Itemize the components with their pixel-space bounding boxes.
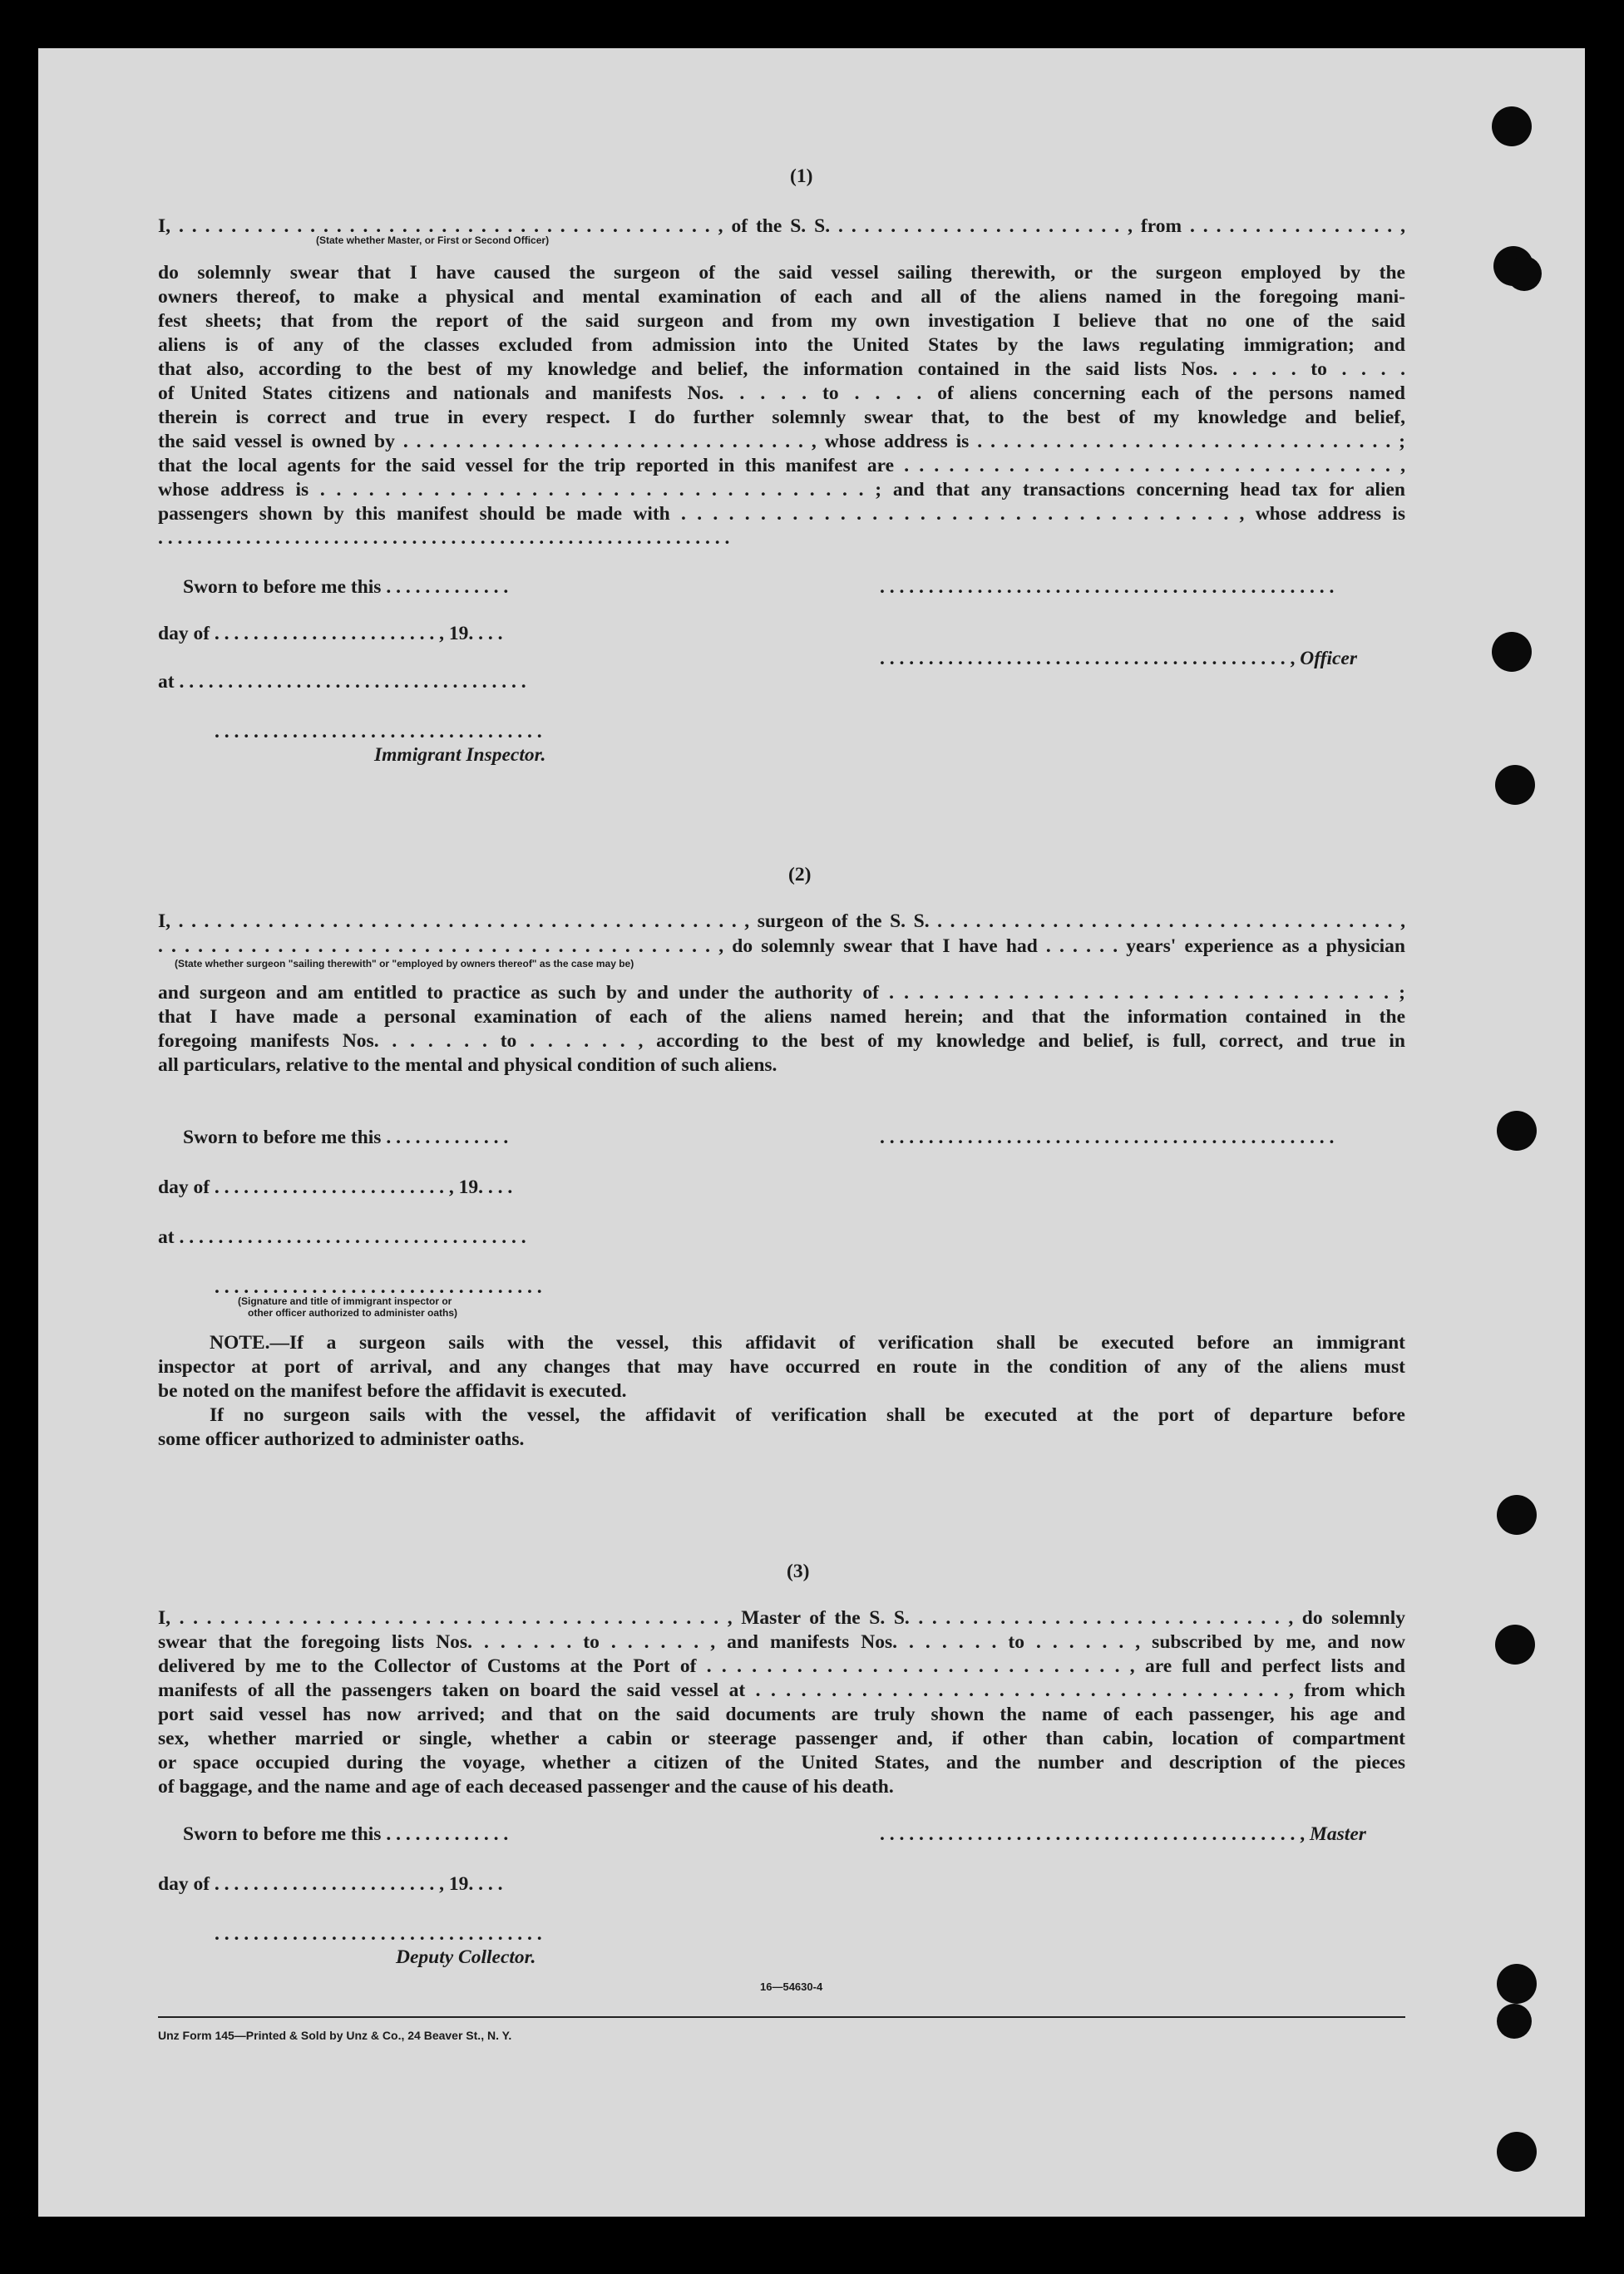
section-3-line: of baggage, and the name and age of each deceased passenger and the cause of his death. [158,1776,894,1798]
section-2-state-note: (State whether surgeon "sailing therewith" or "employed by owners thereof" as the case may be) [175,958,634,969]
section-1-line: that also, according to the best of my knowledge and belief, the information contained in the said lists Nos. . . . . to . . . . [158,358,1405,380]
section-3-collector-sig-line: . . . . . . . . . . . . . . . . . . . . . . . . . . . . . . . . . . [215,1923,542,1945]
section-3-master-dots: . . . . . . . . . . . . . . . . . . . . . . . . . . . . . . . . . . . . . . . . . . . , [880,1823,1306,1845]
section-3-line: or space occupied during the voyage, whether a citizen of the United States, and the number and description of the pieces [158,1752,1405,1773]
section-2-right-sig-line: . . . . . . . . . . . . . . . . . . . . . . . . . . . . . . . . . . . . . . . . . . . . . . . [880,1127,1335,1148]
footer-imprint: Unz Form 145—Printed & Sold by Unz & Co., 24 Beaver St., N. Y. [158,2029,512,2042]
section-3-number: (3) [787,1561,810,1582]
form-code: 16—54630-4 [760,1981,823,1993]
section-2-note-line: If no surgeon sails with the vessel, the affidavit of verification shall be executed at the port of departure before [210,1404,1405,1426]
section-1-officer-dots: . . . . . . . . . . . . . . . . . . . . . . . . . . . . . . . . . . . . . . . . . . , [880,648,1296,669]
section-1-inspector-label: Immigrant Inspector. [374,744,546,766]
footer-rule [158,2016,1405,2018]
section-3-line: delivered by me to the Collector of Customs at the Port of . . . . . . . . . . . . . . . . . . . . . . . . . . . . , are full and perfect lists and [158,1655,1405,1677]
section-2-note-line: some officer authorized to administer oaths. [158,1428,525,1450]
punch-hole-5 [1497,1111,1537,1151]
section-1-inspector-sig-line: . . . . . . . . . . . . . . . . . . . . . . . . . . . . . . . . . . [215,721,542,742]
section-1-line: do solemnly swear that I have caused the surgeon of the said vessel sailing therewith, or the surgeon employed by the [158,262,1405,284]
section-3-line: swear that the foregoing lists Nos. . . . . . . to . . . . . . , and manifests Nos. . . . . . . to . . . . . . , subscribed by me, and now [158,1631,1405,1653]
section-3-line: port said vessel has now arrived; and that on the said documents are truly shown the name of each passenger, his age and [158,1704,1405,1725]
section-1-line: of United States citizens and nationals and manifests Nos. . . . . to . . . . of aliens concerning each of the persons named [158,382,1405,404]
section-1-number: (1) [790,165,813,187]
punch-hole-2b [1507,256,1542,291]
section-2-line: all particulars, relative to the mental and physical condition of such aliens. [158,1054,777,1076]
punch-hole-7 [1495,1625,1535,1665]
section-3-day: day of . . . . . . . . . . . . . . . . . . . . . . . , 19. . . . [158,1873,503,1895]
section-2-line: . . . . . . . . . . . . . . . . . . . . . . . . . . . . . . . . . . . . . . . . . . , do solemnly swear that I have had . . . . . . years' experience as a physician [158,935,1405,957]
section-3-line: I, . . . . . . . . . . . . . . . . . . . . . . . . . . . . . . . . . . . . . . . . , Master of the S. S. . . . . . . . . . . . . . . . . . . . . . . . . . . . , do solemnly [158,1607,1405,1629]
section-3-sworn: Sworn to before me this . . . . . . . . . . . . . [183,1823,509,1845]
section-1-sworn: Sworn to before me this . . . . . . . . . . . . . [183,576,509,598]
section-2-sig-note-2: other officer authorized to administer oaths) [248,1307,458,1319]
section-2-note-line: inspector at port of arrival, and any changes that may have occurred en route in the condition of any of the aliens must [158,1356,1405,1378]
section-2-at: at . . . . . . . . . . . . . . . . . . . . . . . . . . . . . . . . . . . . [158,1226,526,1248]
section-2-number: (2) [788,864,812,885]
section-3-line: manifests of all the passengers taken on board the said vessel at . . . . . . . . . . . . . . . . . . . . . . . . . . . . . . . . . . . , from which [158,1680,1405,1701]
section-1-state-note: (State whether Master, or First or Second Officer) [316,234,550,246]
section-1-line: therein is correct and true in every respect. I do further solemnly swear that, to the best of my knowledge and belief, [158,407,1405,428]
section-2-note-line: NOTE.—If a surgeon sails with the vessel, this affidavit of verification shall be executed before an immigrant [210,1332,1405,1354]
section-2-line: foregoing manifests Nos. . . . . . . to . . . . . . , according to the best of my knowledge and belief, is full, correct, and true in [158,1030,1405,1052]
section-1-line: I, . . . . . . . . . . . . . . . . . . . . . . . . . . . . . . . . . . . . . . . . . , of the S. S. . . . . . . . . . . . . . . . . . . . . . . , from . . . . . . . . . . . . . . . . , [158,215,1405,237]
section-2-inspector-sig-line: . . . . . . . . . . . . . . . . . . . . . . . . . . . . . . . . . . [215,1276,542,1298]
section-1-line: aliens is of any of the classes excluded from admission into the United States by the laws regulating immigration; and [158,334,1405,356]
section-1-line: that the local agents for the said vessel for the trip reported in this manifest are . . . . . . . . . . . . . . . . . . . . . . . . . . . . . . . . . , [158,455,1405,476]
section-2-note-line: be noted on the manifest before the affidavit is executed. [158,1380,627,1402]
punch-hole-9 [1497,2004,1532,2039]
section-2-sworn: Sworn to before me this . . . . . . . . . . . . . [183,1127,509,1148]
section-3-master-label: Master [1310,1823,1366,1845]
section-2-line: and surgeon and am entitled to practice as such by and under the authority of . . . . . . . . . . . . . . . . . . . . . . . . . . . . . . . . . . ; [158,982,1405,1004]
section-1-officer-line [880,647,1357,670]
punch-hole-1 [1492,106,1532,146]
section-1-line: . . . . . . . . . . . . . . . . . . . . . . . . . . . . . . . . . . . . . . . . . . . . . . . . . . . . . . . . . . . [158,527,730,549]
section-2-sig-note-1: (Signature and title of immigrant inspector or [238,1295,452,1307]
punch-hole-8 [1497,1964,1537,2004]
section-1-line: owners thereof, to make a physical and mental examination of each and all of the aliens named in the foregoing mani- [158,286,1405,308]
punch-hole-4 [1495,765,1535,805]
section-1-day: day of . . . . . . . . . . . . . . . . . . . . . . . , 19. . . . [158,623,503,644]
section-2-line: that I have made a personal examination of each of the aliens named herein; and that the information contained in the [158,1006,1405,1028]
punch-hole-3 [1492,632,1532,672]
section-3-line: sex, whether married or single, whether a cabin or steerage passenger and, if other than cabin, location of compartment [158,1728,1405,1749]
section-2-day: day of . . . . . . . . . . . . . . . . . . . . . . . . , 19. . . . [158,1176,513,1198]
section-1-line: the said vessel is owned by . . . . . . . . . . . . . . . . . . . . . . . . . . . . . . . , whose address is . . . . . . . . . . . . . . . . . . . . . . . . . . . . . . . . ; [158,431,1405,452]
section-1-line: whose address is . . . . . . . . . . . . . . . . . . . . . . . . . . . . . . . . . . ; and that any transactions concerning head tax for alien [158,479,1405,501]
punch-hole-6 [1497,1495,1537,1535]
section-1-at: at . . . . . . . . . . . . . . . . . . . . . . . . . . . . . . . . . . . . [158,671,526,693]
section-1-right-sig-line: . . . . . . . . . . . . . . . . . . . . . . . . . . . . . . . . . . . . . . . . . . . . . . . [880,576,1335,598]
section-1-line: passengers shown by this manifest should be made with . . . . . . . . . . . . . . . . . . . . . . . . . . . . . . . . . . . , whose address is [158,503,1405,525]
section-3-collector-label: Deputy Collector. [396,1946,536,1968]
punch-hole-10 [1497,2132,1537,2172]
section-2-line: I, . . . . . . . . . . . . . . . . . . . . . . . . . . . . . . . . . . . . . . . . . . . . , surgeon of the S. S. . . . . . . . . . . . . . . . . . . . . . . . . . . . . . . . . . . . . , [158,910,1405,932]
section-1-officer-label: Officer [1300,648,1357,669]
section-1-line: fest sheets; that from the report of the said surgeon and from my own investigation I believe that no one of the said [158,310,1405,332]
section-3-master-line [880,1823,1366,1846]
